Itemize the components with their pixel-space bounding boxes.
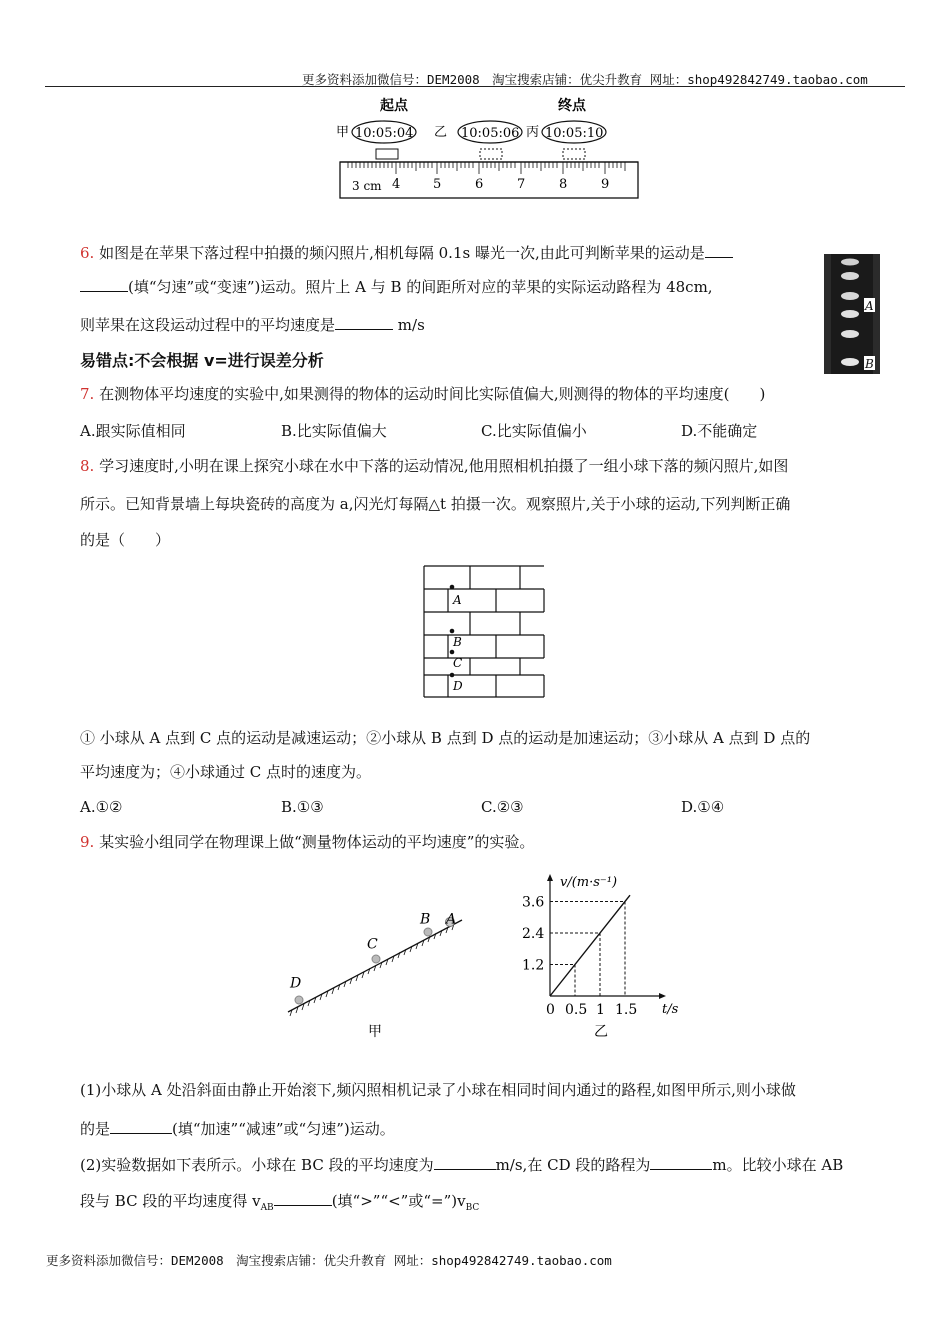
ruler-tick-label: 8: [559, 177, 568, 192]
incline-label-d: D: [290, 975, 302, 992]
label-c: C: [453, 656, 463, 670]
q8-statement1: ① 小球从 A 点到 C 点的运动是减速运动；②小球从 B 点到 D 点的运动是加速运动；③小球从 A 点到 D 点的: [80, 729, 811, 747]
chart-caption: 乙: [594, 1024, 608, 1040]
photo-label-a: A: [865, 299, 874, 313]
q6-line2: (填“匀速”或“变速”)运动。照片上 A 与 B 的间距所对应的苹果的实际运动路程为 48cm,: [80, 276, 713, 297]
q9-sub1-line1: (1)小球从 A 处沿斜面由静止开始滚下,频闪照相机记录了小球在相同时间内通过的路程,如图甲所示,则小球做: [80, 1081, 796, 1099]
incline-label-b: B: [420, 912, 431, 928]
x-tick-label: 1: [596, 1002, 605, 1018]
x-tick-label: 0.5: [565, 1002, 588, 1018]
section-title: 易错点:不会根据 v=进行误差分析: [80, 351, 324, 370]
time-bing: 10:05:10: [545, 126, 604, 141]
q7-text: 7. 在测物体平均速度的实验中,如果测得的物体的运动时间比实际值偏大,则测得的物体的平均速度( ): [80, 385, 766, 403]
ruler-tick-label: 9: [601, 177, 610, 192]
label-b: B: [453, 635, 462, 649]
q8-statement2: 平均速度为；④小球通过 C 点时的速度为。: [80, 763, 372, 781]
q7-number: 7.: [80, 385, 95, 403]
ball-b: [450, 629, 455, 634]
ruler-ticks: [348, 162, 625, 174]
q9-sub1-line2: 的是 (填“加速”“减速”或“匀速”)运动。: [80, 1120, 395, 1138]
time-yi: 10:05:06: [461, 126, 520, 141]
cart-jia-label: 甲: [336, 125, 350, 140]
q8-option-a: A.①②: [80, 798, 123, 816]
q8-option-d: D.①④: [681, 798, 725, 816]
label-d: D: [453, 679, 463, 693]
ruler-tick-label: 4: [392, 177, 401, 192]
q9-sub2-line1: (2)实验数据如下表所示。小球在 BC 段的平均速度为 m/s,在 CD 段的路程为 m。比较小球在 AB: [80, 1156, 844, 1174]
ruler-tick-label: 5: [433, 177, 442, 192]
chart-series: [550, 895, 630, 996]
page-footer: 更多资料添加微信号：DEM2008 淘宝搜索店铺：优尖升教育 网址：shop492842749.taobao.com: [46, 1253, 612, 1268]
ruler-tick-label: 3 cm: [352, 179, 382, 193]
incline-label-a: A: [446, 912, 457, 928]
ball-d: [450, 673, 455, 678]
q7-option-d: D.不能确定: [681, 422, 758, 440]
label-a: A: [453, 593, 462, 607]
q8-line3: 的是（ ）: [80, 531, 171, 549]
q6-line1: 6. 如图是在苹果下落过程中拍摄的频闪照片,相机每隔 0.1s 曝光一次,由此可判断苹果的运动是: [80, 242, 733, 263]
q8-number: 8.: [80, 457, 95, 475]
end-label: 终点: [558, 98, 586, 114]
q8-line2: 所示。已知背景墙上每块瓷砖的高度为 a,闪光灯每隔△t 拍摄一次。观察照片,关于小球的运动,下列判断正确: [80, 495, 791, 513]
incline-label-c: C: [367, 936, 378, 953]
ball-a: [450, 585, 455, 590]
y-arrow: [547, 874, 553, 881]
q8-option-c: C.②③: [481, 798, 524, 816]
ball-d: [295, 996, 303, 1004]
incline-figure: [282, 912, 472, 1042]
header-rule: [45, 86, 905, 87]
photo-label-b: B: [865, 357, 874, 371]
ball-b: [424, 928, 432, 936]
ruler-figure: [330, 94, 650, 206]
y-tick-label: 3.6: [522, 894, 545, 911]
q6-line3: 则苹果在这段运动过程中的平均速度是 m/s: [80, 316, 425, 334]
y-tick-label: 2.4: [522, 926, 545, 942]
apple-strobe-photo: [824, 254, 880, 374]
q9-sub2-line2: 段与 BC 段的平均速度得 $v_{AB}$ (填“>”“<”或“$=”)v_{BC}$: [80, 1192, 480, 1213]
ruler-tick-label: 7: [517, 177, 526, 192]
x-arrow: [659, 993, 666, 999]
q7-option-a: A.跟实际值相同: [80, 422, 186, 440]
q6-number: 6.: [80, 244, 95, 262]
brick-wall-figure: [420, 562, 548, 700]
q8-option-b: B.①③: [281, 798, 324, 816]
x-tick-label: 1.5: [615, 1002, 638, 1018]
q7-option-b: B.比实际值偏大: [281, 422, 387, 440]
vt-chart: [512, 866, 702, 1042]
cart-yi-label: 乙: [434, 125, 448, 140]
y-axis-label: v/(m·s⁻¹): [560, 875, 618, 890]
incline-caption: 甲: [368, 1024, 382, 1040]
y-tick-label: 1.2: [522, 957, 545, 974]
q8-line1: 8. 学习速度时,小明在课上探究小球在水中下落的运动情况,他用照相机拍摄了一组小球下落的频闪照片,如图: [80, 457, 789, 475]
series-line: [550, 895, 630, 996]
ruler-tick-label: 6: [475, 177, 484, 192]
q7-option-c: C.比实际值偏小: [481, 422, 587, 440]
q9-number: 9.: [80, 833, 95, 851]
x-tick-label: 0: [546, 1002, 555, 1018]
page-header: 更多资料添加微信号：DEM2008 淘宝搜索店铺：优尖升教育 网址：shop492842749.taobao.com: [302, 72, 868, 87]
start-label: 起点: [380, 98, 408, 114]
cart-bing-label: 丙: [526, 125, 540, 140]
chart-ticks: [522, 895, 637, 1019]
ball-c: [450, 650, 455, 655]
q9-text: 9. 某实验小组同学在物理课上做“测量物体运动的平均速度”的实验。: [80, 833, 535, 851]
time-jia: 10:05:04: [355, 126, 414, 141]
ball-c: [372, 955, 380, 963]
x-axis-label: t/s: [662, 1002, 679, 1017]
